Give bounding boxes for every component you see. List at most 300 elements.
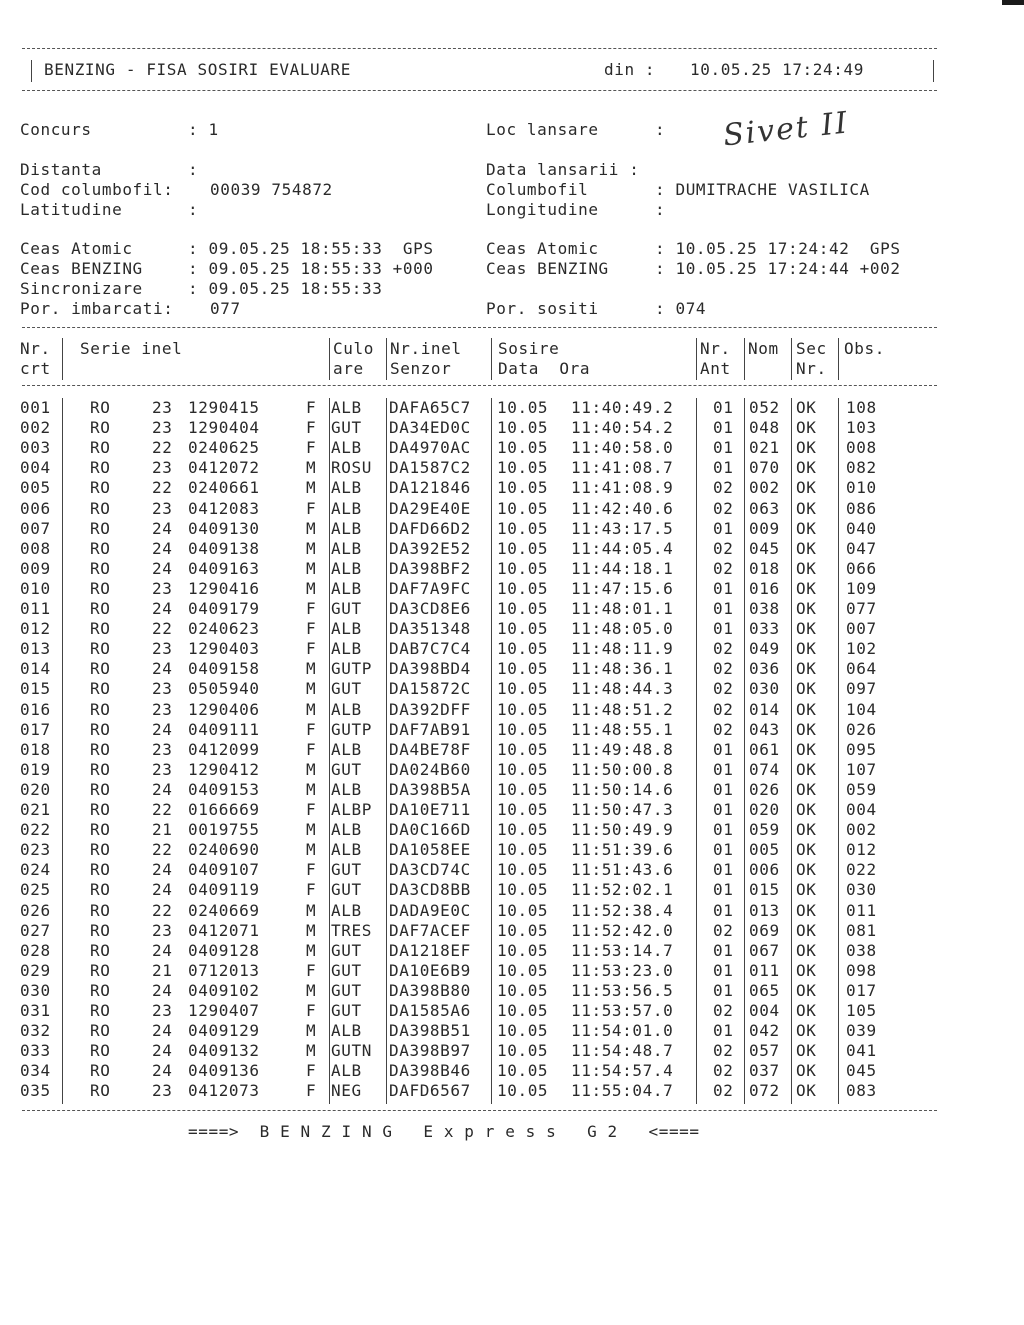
col-divider-5 <box>696 398 697 1104</box>
cell-ora: 11:48:51.2 <box>571 699 674 719</box>
cell-obs: 082 <box>846 458 877 478</box>
cell-nom: 033 <box>749 619 780 639</box>
cell-obs: 007 <box>846 619 877 639</box>
cell-an: 23 <box>152 398 173 417</box>
cell-obs: 022 <box>846 860 877 880</box>
cell-sec: OK <box>796 1001 817 1020</box>
cell-senzor: DA398BF2 <box>389 558 471 578</box>
cell-culoare: ALB <box>331 639 362 659</box>
cell-an: 24 <box>152 518 173 538</box>
cell-data: 10.05 <box>497 699 549 719</box>
cell-data: 10.05 <box>497 1061 549 1081</box>
cell-ora: 11:41:08.9 <box>571 478 674 498</box>
table-top-rule <box>22 327 937 328</box>
cell-obs: 097 <box>846 679 877 699</box>
cell-sec: OK <box>796 719 817 739</box>
cell-obs: 011 <box>846 900 877 920</box>
cell-culoare: ALB <box>331 739 362 759</box>
cell-senzor: DA392E52 <box>389 538 471 558</box>
col-divider-h4 <box>491 338 492 380</box>
cell-sex: F <box>306 1081 317 1101</box>
cell-data: 10.05 <box>497 458 549 478</box>
cell-tara: RO <box>90 719 111 739</box>
cell-ora: 11:49:48.8 <box>571 739 674 759</box>
cell-data: 10.05 <box>497 558 549 578</box>
cell-senzor: DA392DFF <box>389 699 471 719</box>
th-sec-2: Nr. <box>796 359 827 378</box>
cell-senzor: DAF7A9FC <box>389 578 471 598</box>
cell-obs: 038 <box>846 940 877 960</box>
cell-ora: 11:47:15.6 <box>571 578 674 598</box>
cell-culoare: GUT <box>331 418 362 438</box>
cell-sec: OK <box>796 1041 817 1061</box>
cell-nom: 061 <box>749 739 780 759</box>
cell-senzor: DA4BE78F <box>389 739 471 759</box>
cell-senzor: DAFD6567 <box>389 1081 471 1101</box>
cell-nom: 043 <box>749 719 780 739</box>
cell-nr: 003 <box>20 438 51 458</box>
cell-obs: 095 <box>846 739 877 759</box>
cell-culoare: ALB <box>331 820 362 840</box>
cell-nom: 011 <box>749 960 780 980</box>
cell-an: 24 <box>152 1061 173 1081</box>
cell-nr: 020 <box>20 779 51 799</box>
cell-ant: 02 <box>713 1081 734 1101</box>
cell-ant: 01 <box>713 418 734 438</box>
cell-inel: 0019755 <box>188 820 260 840</box>
cell-obs: 077 <box>846 599 877 618</box>
cell-nr: 016 <box>20 699 51 719</box>
cell-senzor: DAF7ACEF <box>389 920 471 940</box>
th-sosire-2: Data Ora <box>498 359 591 378</box>
cell-nr: 018 <box>20 739 51 759</box>
cell-data: 10.05 <box>497 920 549 940</box>
cell-sex: M <box>306 699 317 719</box>
cell-nr: 001 <box>20 398 51 417</box>
cell-ant: 01 <box>713 759 734 779</box>
cell-nr: 031 <box>20 1001 51 1020</box>
cell-obs: 102 <box>846 639 877 659</box>
cell-culoare: GUT <box>331 980 362 1000</box>
cell-an: 22 <box>152 800 173 819</box>
cell-culoare: ALB <box>331 900 362 920</box>
cell-ora: 11:43:17.5 <box>571 518 674 538</box>
cell-an: 24 <box>152 940 173 960</box>
cell-ora: 11:50:49.9 <box>571 820 674 840</box>
cell-obs: 040 <box>846 518 877 538</box>
cell-ant: 02 <box>713 1061 734 1081</box>
cell-nom: 006 <box>749 860 780 880</box>
cell-obs: 026 <box>846 719 877 739</box>
cell-nr: 022 <box>20 820 51 840</box>
cell-nom: 067 <box>749 940 780 960</box>
cell-inel: 1290403 <box>188 639 260 659</box>
cell-senzor: DA15872C <box>389 679 471 699</box>
cell-ant: 01 <box>713 960 734 980</box>
cell-inel: 0409132 <box>188 1041 260 1061</box>
columbofil-value: : DUMITRACHE VASILICA <box>655 180 870 199</box>
cell-nom: 074 <box>749 759 780 779</box>
cell-culoare: GUT <box>331 1001 362 1020</box>
th-nr-crt-2: crt <box>20 359 51 378</box>
concurs-label: Concurs <box>20 120 92 139</box>
cell-ora: 11:40:54.2 <box>571 418 674 438</box>
cell-an: 23 <box>152 1001 173 1020</box>
cell-inel: 0240690 <box>188 840 260 860</box>
cell-nom: 005 <box>749 840 780 860</box>
cell-data: 10.05 <box>497 518 549 538</box>
cell-culoare: GUT <box>331 940 362 960</box>
cell-nom: 037 <box>749 1061 780 1081</box>
cell-sec: OK <box>796 1061 817 1081</box>
cell-data: 10.05 <box>497 438 549 458</box>
report-date-label: din : <box>604 60 656 79</box>
cell-senzor: DAB7C7C4 <box>389 639 471 659</box>
cell-obs: 066 <box>846 558 877 578</box>
cell-ant: 01 <box>713 800 734 819</box>
col-divider-8 <box>838 398 839 1104</box>
cell-inel: 0240623 <box>188 619 260 639</box>
cell-data: 10.05 <box>497 980 549 1000</box>
cell-an: 21 <box>152 820 173 840</box>
cell-sex: M <box>306 578 317 598</box>
th-nrinel-1: Nr.inel <box>390 339 462 358</box>
header-bottom-border <box>22 90 937 91</box>
cell-sec: OK <box>796 699 817 719</box>
cell-ora: 11:51:43.6 <box>571 860 674 880</box>
cell-sec: OK <box>796 940 817 960</box>
cell-tara: RO <box>90 619 111 639</box>
cell-sex: F <box>306 1001 317 1020</box>
cell-nom: 004 <box>749 1001 780 1020</box>
cell-ant: 02 <box>713 538 734 558</box>
cell-culoare: GUT <box>331 860 362 880</box>
cell-data: 10.05 <box>497 578 549 598</box>
cell-sex: M <box>306 458 317 478</box>
cell-ora: 11:41:08.7 <box>571 458 674 478</box>
cell-sec: OK <box>796 960 817 980</box>
ceas-atomic-end-value: : 10.05.25 17:24:42 GPS <box>655 239 901 258</box>
cod-columbofil-label: Cod columbofil: <box>20 180 174 199</box>
cell-tara: RO <box>90 980 111 1000</box>
th-sec-1: Sec <box>796 339 827 358</box>
cell-ant: 02 <box>713 639 734 659</box>
cell-sec: OK <box>796 498 817 518</box>
cell-obs: 039 <box>846 1021 877 1041</box>
cell-inel: 0412099 <box>188 739 260 759</box>
cell-culoare: GUTP <box>331 659 372 679</box>
cell-sec: OK <box>796 478 817 498</box>
cell-an: 24 <box>152 538 173 558</box>
cell-data: 10.05 <box>497 1001 549 1020</box>
ceas-atomic-start-value: : 09.05.25 18:55:33 GPS <box>188 239 434 258</box>
cell-tara: RO <box>90 820 111 840</box>
cell-culoare: GUT <box>331 759 362 779</box>
cell-tara: RO <box>90 880 111 900</box>
cell-culoare: ALB <box>331 619 362 639</box>
cell-nr: 008 <box>20 538 51 558</box>
cell-culoare: ALB <box>331 578 362 598</box>
cell-data: 10.05 <box>497 639 549 659</box>
cell-data: 10.05 <box>497 1081 549 1101</box>
cell-nom: 070 <box>749 458 780 478</box>
cell-ant: 01 <box>713 860 734 880</box>
cell-an: 24 <box>152 558 173 578</box>
cell-inel: 0409136 <box>188 1061 260 1081</box>
cell-obs: 017 <box>846 980 877 1000</box>
cell-culoare: ALBP <box>331 800 372 819</box>
cell-nr: 006 <box>20 498 51 518</box>
cell-senzor: DA10E6B9 <box>389 960 471 980</box>
cell-ant: 02 <box>713 719 734 739</box>
loc-lansare-handwritten: Sivet II <box>721 105 851 154</box>
cell-ora: 11:50:47.3 <box>571 800 674 819</box>
cell-sec: OK <box>796 639 817 659</box>
cell-inel: 0409179 <box>188 599 260 618</box>
cell-tara: RO <box>90 659 111 679</box>
cell-an: 24 <box>152 1041 173 1061</box>
cell-obs: 004 <box>846 800 877 819</box>
cell-ora: 11:48:11.9 <box>571 639 674 659</box>
cell-nr: 004 <box>20 458 51 478</box>
cell-tara: RO <box>90 1001 111 1020</box>
cell-ant: 01 <box>713 1021 734 1041</box>
cell-data: 10.05 <box>497 880 549 900</box>
cell-tara: RO <box>90 800 111 819</box>
cell-senzor: DA398B46 <box>389 1061 471 1081</box>
cell-sex: M <box>306 779 317 799</box>
cell-nr: 019 <box>20 759 51 779</box>
ceas-atomic-end-label: Ceas Atomic <box>486 239 599 258</box>
cell-senzor: DA4970AC <box>389 438 471 458</box>
cell-sec: OK <box>796 840 817 860</box>
cell-senzor: DA0C166D <box>389 820 471 840</box>
cell-ant: 01 <box>713 900 734 920</box>
cell-sec: OK <box>796 518 817 538</box>
cell-nr: 011 <box>20 599 51 618</box>
cell-nom: 015 <box>749 880 780 900</box>
cell-tara: RO <box>90 1021 111 1041</box>
cell-nom: 042 <box>749 1021 780 1041</box>
cell-nr: 024 <box>20 860 51 880</box>
cell-obs: 059 <box>846 779 877 799</box>
cell-nr: 033 <box>20 1041 51 1061</box>
cell-data: 10.05 <box>497 478 549 498</box>
col-divider-h3 <box>386 338 387 380</box>
cell-tara: RO <box>90 1081 111 1101</box>
cell-ora: 11:48:01.1 <box>571 599 674 618</box>
cell-obs: 008 <box>846 438 877 458</box>
cell-nr: 002 <box>20 418 51 438</box>
cell-sec: OK <box>796 880 817 900</box>
cell-ant: 02 <box>713 498 734 518</box>
cell-inel: 0409111 <box>188 719 260 739</box>
cell-tara: RO <box>90 478 111 498</box>
cell-ora: 11:48:36.1 <box>571 659 674 679</box>
cell-sec: OK <box>796 538 817 558</box>
cell-senzor: DA10E711 <box>389 800 471 819</box>
ceas-benzing-start-value: : 09.05.25 18:55:33 +000 <box>188 259 434 278</box>
cell-culoare: ALB <box>331 1061 362 1081</box>
cell-nom: 049 <box>749 639 780 659</box>
cell-inel: 1290406 <box>188 699 260 719</box>
cell-data: 10.05 <box>497 659 549 679</box>
cell-sec: OK <box>796 759 817 779</box>
cell-sex: F <box>306 880 317 900</box>
ceas-atomic-start-label: Ceas Atomic <box>20 239 133 258</box>
scan-edge-mark <box>1002 0 1024 5</box>
cell-culoare: GUT <box>331 880 362 900</box>
cell-sec: OK <box>796 558 817 578</box>
cell-ant: 01 <box>713 880 734 900</box>
cell-ora: 11:48:44.3 <box>571 679 674 699</box>
cell-culoare: GUT <box>331 679 362 699</box>
cell-an: 23 <box>152 578 173 598</box>
cell-ant: 01 <box>713 779 734 799</box>
cell-nr: 028 <box>20 940 51 960</box>
cell-ora: 11:54:57.4 <box>571 1061 674 1081</box>
cell-ant: 01 <box>713 599 734 618</box>
cell-culoare: GUT <box>331 599 362 618</box>
cell-sex: M <box>306 679 317 699</box>
th-obs: Obs. <box>844 339 885 358</box>
cell-nr: 012 <box>20 619 51 639</box>
cell-ant: 02 <box>713 478 734 498</box>
cell-senzor: DA1218EF <box>389 940 471 960</box>
latitudine-label: Latitudine <box>20 200 123 219</box>
cell-inel: 1290415 <box>188 398 260 417</box>
cell-nom: 014 <box>749 699 780 719</box>
cell-inel: 0712013 <box>188 960 260 980</box>
cell-nr: 026 <box>20 900 51 920</box>
cell-sec: OK <box>796 860 817 880</box>
cell-ant: 01 <box>713 458 734 478</box>
cell-nr: 014 <box>20 659 51 679</box>
cell-tara: RO <box>90 458 111 478</box>
cell-senzor: DAF7AB91 <box>389 719 471 739</box>
cell-senzor: DAFA65C7 <box>389 398 471 417</box>
cell-nom: 020 <box>749 800 780 819</box>
cell-data: 10.05 <box>497 418 549 438</box>
cell-an: 23 <box>152 639 173 659</box>
cell-data: 10.05 <box>497 619 549 639</box>
cell-nom: 030 <box>749 679 780 699</box>
col-divider-h7 <box>791 338 792 380</box>
cell-culoare: ALB <box>331 558 362 578</box>
cell-inel: 0240669 <box>188 900 260 920</box>
cell-nom: 016 <box>749 578 780 598</box>
cell-inel: 0409138 <box>188 538 260 558</box>
cell-nom: 009 <box>749 518 780 538</box>
cell-inel: 0409158 <box>188 659 260 679</box>
cell-sec: OK <box>796 619 817 639</box>
cell-senzor: DA3CD74C <box>389 860 471 880</box>
cell-nr: 015 <box>20 679 51 699</box>
cell-tara: RO <box>90 1061 111 1081</box>
cell-inel: 0166669 <box>188 800 260 819</box>
imbarcati-value: 077 <box>210 299 241 318</box>
cell-data: 10.05 <box>497 940 549 960</box>
cell-obs: 103 <box>846 418 877 438</box>
cell-ora: 11:53:56.5 <box>571 980 674 1000</box>
cell-senzor: DAFD66D2 <box>389 518 471 538</box>
cell-ant: 01 <box>713 619 734 639</box>
cell-nom: 063 <box>749 498 780 518</box>
cell-sex: M <box>306 659 317 679</box>
cell-sec: OK <box>796 1021 817 1041</box>
cell-ora: 11:52:02.1 <box>571 880 674 900</box>
cell-an: 23 <box>152 1081 173 1101</box>
cell-senzor: DADA9E0C <box>389 900 471 920</box>
cell-tara: RO <box>90 599 111 618</box>
cell-an: 24 <box>152 599 173 618</box>
cell-data: 10.05 <box>497 398 549 417</box>
data-lansarii-label: Data lansarii : <box>486 160 640 179</box>
th-nrant-2: Ant <box>700 359 731 378</box>
cell-an: 22 <box>152 478 173 498</box>
cell-tara: RO <box>90 398 111 417</box>
cell-inel: 0409128 <box>188 940 260 960</box>
cell-culoare: GUTP <box>331 719 372 739</box>
cell-nom: 052 <box>749 398 780 417</box>
cell-inel: 1290412 <box>188 759 260 779</box>
cell-ant: 01 <box>713 739 734 759</box>
cell-senzor: DA398BD4 <box>389 659 471 679</box>
cell-ant: 01 <box>713 820 734 840</box>
cell-obs: 083 <box>846 1081 877 1101</box>
cell-nom: 013 <box>749 900 780 920</box>
cell-nom: 069 <box>749 920 780 940</box>
cell-inel: 0409130 <box>188 518 260 538</box>
cell-sec: OK <box>796 920 817 940</box>
cell-sex: M <box>306 759 317 779</box>
cell-data: 10.05 <box>497 800 549 819</box>
cell-ant: 02 <box>713 659 734 679</box>
th-sosire-1: Sosire <box>498 339 560 358</box>
cell-ora: 11:53:14.7 <box>571 940 674 960</box>
cell-data: 10.05 <box>497 679 549 699</box>
cell-sex: F <box>306 498 317 518</box>
cell-sec: OK <box>796 679 817 699</box>
cell-tara: RO <box>90 940 111 960</box>
cell-obs: 002 <box>846 820 877 840</box>
cell-tara: RO <box>90 418 111 438</box>
cell-senzor: DA1585A6 <box>389 1001 471 1020</box>
cell-nom: 038 <box>749 599 780 618</box>
cell-ora: 11:51:39.6 <box>571 840 674 860</box>
header-right-bar <box>933 60 934 82</box>
cell-sex: M <box>306 820 317 840</box>
cell-sex: F <box>306 599 317 618</box>
cell-senzor: DA1587C2 <box>389 458 471 478</box>
cell-ora: 11:52:38.4 <box>571 900 674 920</box>
cell-nr: 027 <box>20 920 51 940</box>
cell-ora: 11:48:05.0 <box>571 619 674 639</box>
cell-sex: M <box>306 1041 317 1061</box>
table-header-rule <box>22 385 937 386</box>
report-date-value: 10.05.25 17:24:49 <box>690 60 864 79</box>
cell-sex: F <box>306 398 317 417</box>
cell-culoare: ALB <box>331 538 362 558</box>
cell-sec: OK <box>796 458 817 478</box>
cell-senzor: DA024B60 <box>389 759 471 779</box>
cell-inel: 1290416 <box>188 578 260 598</box>
col-divider-6 <box>744 398 745 1104</box>
th-nrinel-2: Senzor <box>390 359 452 378</box>
cell-senzor: DA1058EE <box>389 840 471 860</box>
cell-tara: RO <box>90 498 111 518</box>
cell-sex: F <box>306 719 317 739</box>
